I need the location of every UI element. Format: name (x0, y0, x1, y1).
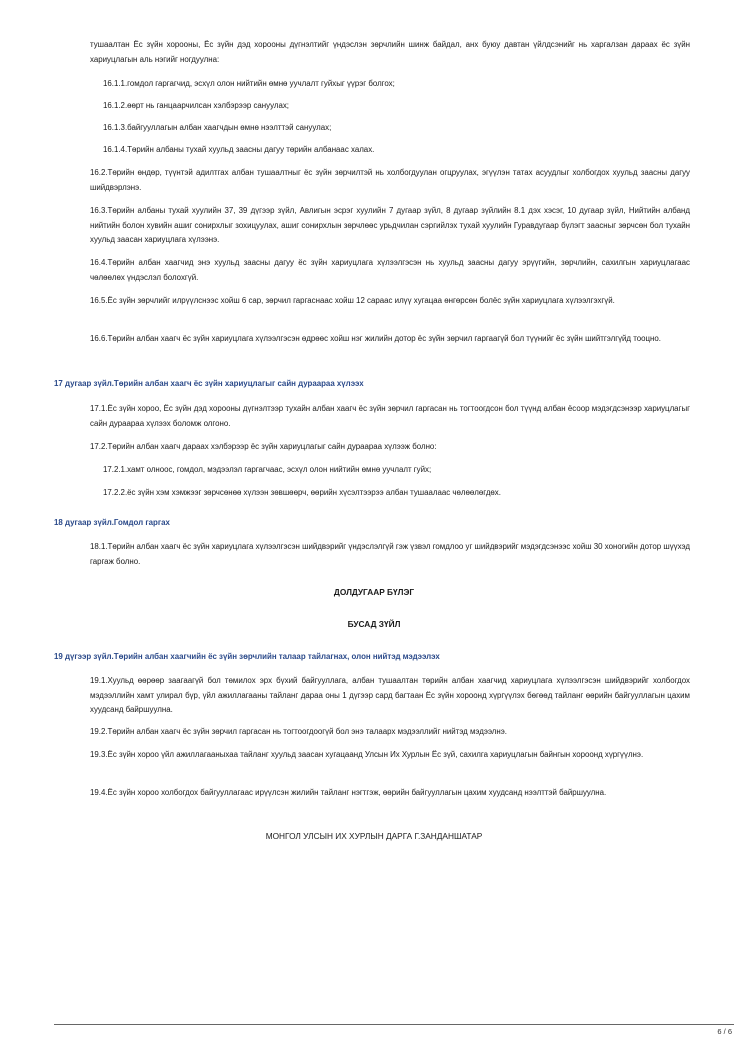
clause-16-1-4: 16.1.4.Төрийн албаны тухай хуульд заасны дагуу төрийн албанаас халах. (103, 145, 375, 154)
clause-18-1: 18.1.Төрийн албан хаагч ёс зүйн хариуцлага хүлээлгэсэн шийдвэрийг үндэслэлгүй гэж үзвэл гомдлоо уг шийдвэрийг мэдэгдсэнээс хойш 30 хоногийн дотор шүүхэд гаргаж болно. (90, 542, 690, 566)
article-19-heading: 19 дүгээр зүйл.Төрийн албан хаагчийн ёс зүйн зөрчлийн талаар тайлагнах, олон нийтэд мэдээлэх (54, 652, 440, 661)
clause-17-1: 17.1.Ёс зүйн хороо, Ёс зүйн дэд хорооны дүгнэлтээр тухайн албан хаагч ёс зүйн зөрчил гаргасан нь тогтоогдсон бол түүнд албан ёсоор мэдэгдсэнээр хариуцлагыг сайн дураараа хүлээх боломж олгоно. (90, 404, 690, 428)
clause-19-1: 19.1.Хуульд өөрөөр заагаагүй бол төмилох эрх бүхий байгууллага, албан тушаалтан төрийн албан хаагчид хариуцлага хүлээлгэсэн шийдвэрийг холбогдох мэдээллийн хамт улирал бүр, үйл ажиллагааны тайланг дараа оны 1 дүгээр сард багтаан Ёс зүйн хороонд хүргүүлэх бөгөөд тайланг өөрийн байгууллагын цахим хуудсанд байршуулна. (90, 676, 690, 714)
clause-16-1-1: 16.1.1.гомдол гаргагчид, эсхүл олон нийтийн өмнө уучлалт гуйхыг үүрэг болгох; (103, 79, 395, 88)
clause-16-1-2: 16.1.2.өөрт нь ганцаарчилсан хэлбэрээр сануулах; (103, 101, 289, 110)
chapter-title: БУСАД ЗҮЙЛ (347, 619, 401, 629)
signature-line: МОНГОЛ УЛСЫН ИХ ХУРЛЫН ДАРГА Г.ЗАНДАНШАТАР (265, 831, 483, 841)
clause-19-3: 19.3.Ёс зүйн хороо үйл ажиллагааныхаа тайланг хуульд заасан хугацаанд Улсын Их Хурлын Ёс зүй, сахилга хариуцлагын байнгын хороонд хүргүүлнэ. (90, 750, 644, 759)
clause-16-5: 16.5.Ёс зүйн зөрчлийг илрүүлснээс хойш 6 сар, зөрчил гаргаснаас хойш 12 сараас илүү хугацаа өнгөрсөн болёс зүйн хариуцлага хүлээлгэхгүй. (90, 296, 615, 305)
clause-16-3: 16.3.Төрийн албаны тухай хуулийн 37, 39 дүгээр зүйл, Авлигын эсрэг хуулийн 7 дугаар зүйл, 8 дугаар зүйлийн 8.1 дэх хэсэг, 10 дугаар зүйл, Нийтийн албанд нийтийн болон хувийн ашиг сонирхлыг зохицуулах, ашиг сонирхлын зөрчлөөс урьдчилан сэргийлэх тухай хуулийн Гуравдугаар бүлэгт заасныг зөрчсөн бол тухайн хуульд заасан хариуцлага хүлээнэ. (90, 206, 690, 244)
clause-17-2-2: 17.2.2.ёс зүйн хэм хэмжээг зөрчсөнөө хүлээн зөвшөөрч, өөрийн хүсэлтээрээ албан тушаалаас чөлөөлөгдөх. (103, 488, 501, 497)
clause-16-2: 16.2.Төрийн өндөр, түүнтэй адилтгах албан тушаалтныг ёс зүйн зөрчилтэй нь холбогдуулан огцруулах, эгүүлэн татах асуудлыг холбогдох хуульд заасны дагуу шийдвэрлэнэ. (90, 168, 690, 192)
page-number: 6 / 6 (717, 1027, 732, 1036)
clause-17-2: 17.2.Төрийн албан хаагч дараах хэлбэрээр ёс зүйн хариуцлагыг сайн дураараа хүлээж болно: (90, 442, 437, 451)
article-17-heading: 17 дугаар зүйл.Төрийн албан хаагч ёс зүйн хариуцлагыг сайн дураараа хүлээх (54, 379, 364, 388)
clause-19-2: 19.2.Төрийн албан хаагч ёс зүйн зөрчил гаргасан нь тогтоогдоогүй бол энэ талаарх мэдээллийг нийтэд мэдээлнэ. (90, 727, 507, 736)
clause-16-6: 16.6.Төрийн албан хаагч ёс зүйн хариуцлага хүлээлгэсэн өдрөөс хойш нэг жилийн дотор ёс зүйн зөрчил гаргаагүй бол түүнийг ёс зүйн шийтгэлгүйд тооцно. (90, 334, 661, 343)
clause-19-4: 19.4.Ёс зүйн хороо холбогдох байгууллагаас ирүүлсэн жилийн тайланг нэгтгэж, өөрийн байгууллагын цахим хуудсанд нээлттэй байршуулна. (90, 788, 607, 797)
footer-divider (54, 1024, 734, 1025)
intro-paragraph: тушаалтан Ёс зүйн хорооны, Ёс зүйн дэд хорооны дүгнэлтийг үндэслэн зөрчлийн шинж байдал, анх буюу давтан үйлдсэнийг нь харгалзан дараах ёс зүйн хариуцлагын аль нэгийг ногдуулна: (90, 40, 690, 64)
chapter-label: ДОЛДУГААР БҮЛЭГ (333, 587, 415, 597)
clause-16-4: 16.4.Төрийн албан хаагчид энэ хуульд заасны дагуу ёс зүйн хариуцлага хүлээлгэсэн нь хуульд заасны дагуу эрүүгийн, зөрчлийн, сахилгын хариуцлагаас чөлөөлөх үндэслэл болохгүй. (90, 258, 690, 282)
clause-16-1-3: 16.1.3.байгууллагын албан хаагчдын өмнө нээлттэй сануулах; (103, 123, 332, 132)
clause-17-2-1: 17.2.1.хамт олноос, гомдол, мэдээлэл гаргагчаас, эсхүл олон нийтийн өмнө уучлалт гуйх; (103, 465, 432, 474)
article-18-heading: 18 дугаар зүйл.Гомдол гаргах (54, 518, 170, 527)
